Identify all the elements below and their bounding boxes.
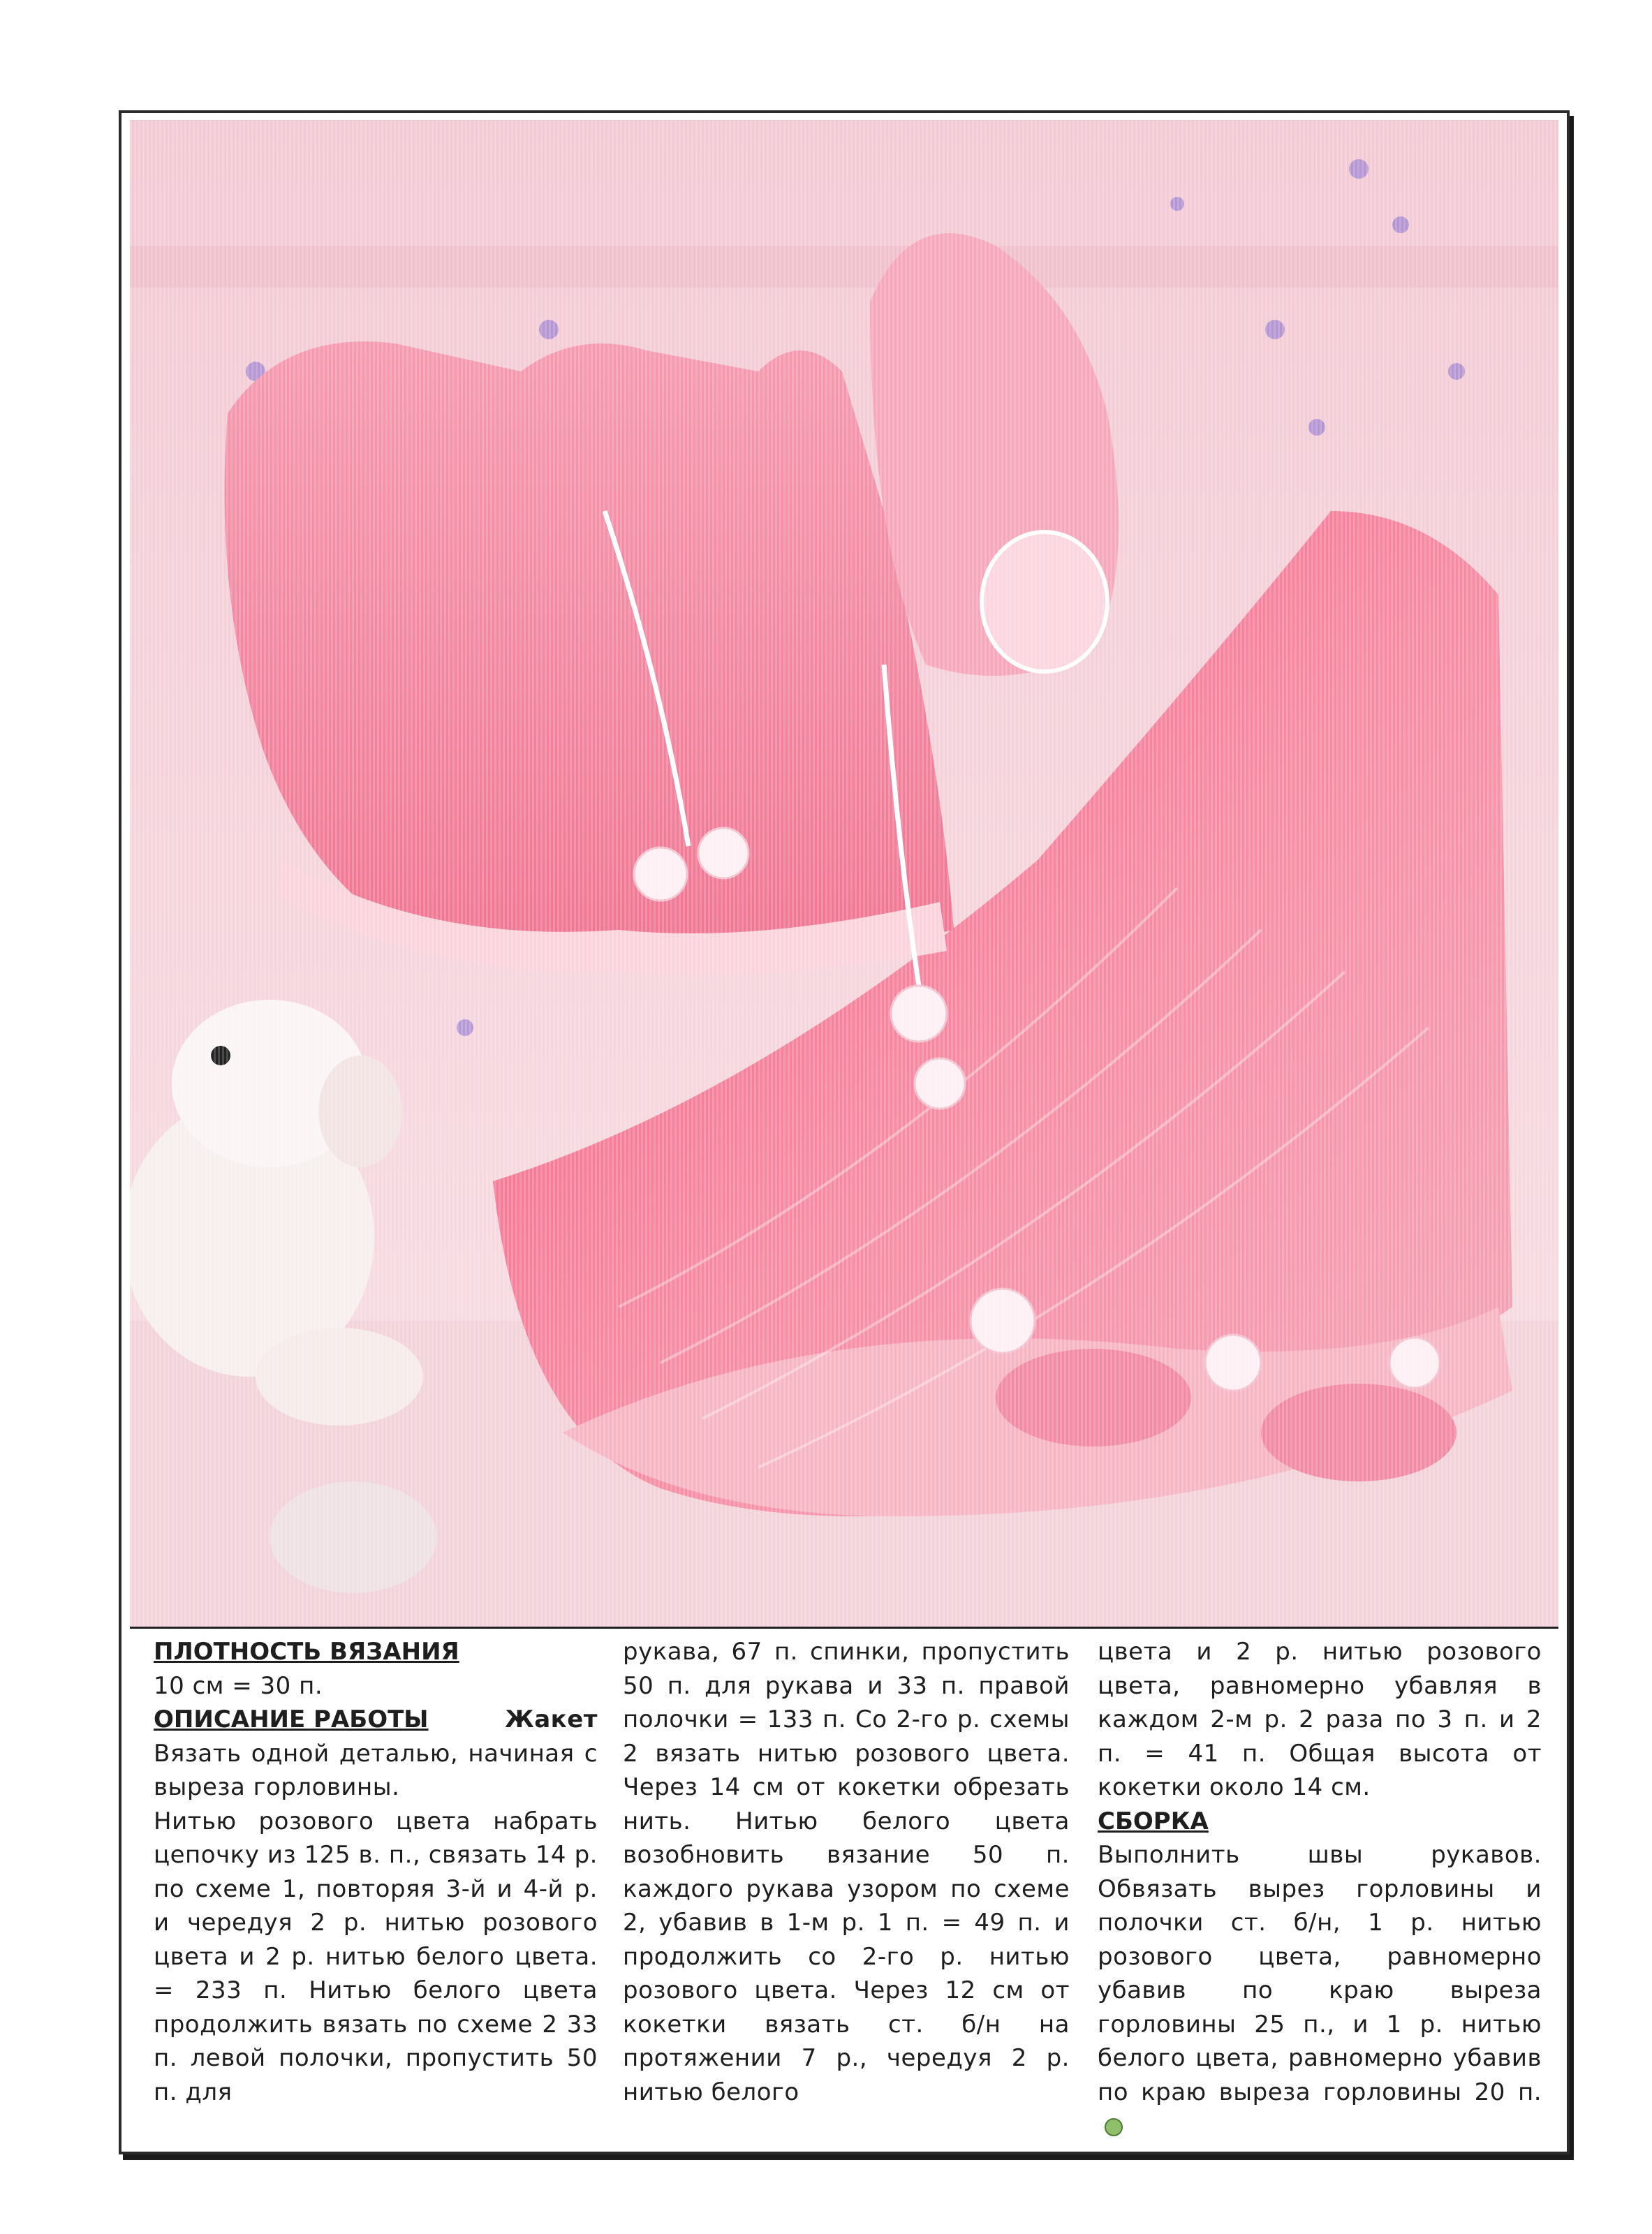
col3-paragraph-2: Выполнить швы рукавов. Обвязать вырез горловины и полочки ст. б/н, 1 р. нитью розового цвета, равномерно убавив по краю выреза горловины 25 п., и 1 р. нитью белого цвета, равномерно убавив по краю выреза горловины 20 п. xyxy=(1098,1841,1542,2106)
pattern-instructions xyxy=(121,1635,1567,2138)
work-heading: ОПИСАНИЕ РАБОТЫ xyxy=(154,1706,429,1733)
assembly-heading: СБОРКА xyxy=(1098,1807,1209,1835)
col1-paragraph-2: Нитью розового цвета набрать цепочку из 125 в. п., связать 14 р. по схеме 1, повторяя 3-й и 4-й р. и чередуя 2 р. нитью розового цвета и 2 р. нитью белого цвета. = 233 п. Нитью белого цвета продолжить вязать по схеме 2 33 п. левой полочки, пропустить 50 п. для xyxy=(154,1807,598,2106)
text-column-1 xyxy=(154,1635,598,2109)
text-column-3 xyxy=(1098,1635,1542,2143)
end-mark-icon xyxy=(1105,2118,1123,2136)
knitted-baby-set-photo xyxy=(130,120,1558,1629)
density-heading: ПЛОТНОСТЬ ВЯЗАНИЯ xyxy=(154,1638,459,1666)
col3-paragraph-1: цвета и 2 р. нитью розового цвета, равномерно убавляя в каждом 2-м р. 2 раза по 3 п. и 2 п. = 41 п. Общая высота от кокетки около 14 см. xyxy=(1098,1638,1542,1801)
magazine-page xyxy=(119,110,1570,2154)
text-column-2 xyxy=(623,1635,1070,2109)
density-value: 10 см = 30 п. xyxy=(154,1671,323,1700)
col2-paragraph-1: рукава, 67 п. спинки, пропустить 50 п. для рукава и 33 п. правой полочки = 133 п. Со 2-го р. схемы 2 вязать нитью розового цвета. Через 14 см от кокетки обрезать нить. Нитью белого цвета возобновить вязание 50 п. каждого рукава узором по схеме 2, убавив в 1-м р. 1 п. = 49 п. и продолжить со 2-го р. нитью розового цвета. Через 12 см от кокетки вязать ст. б/н на протяжении 7 р., чередуя 2 р. нитью белого xyxy=(623,1638,1070,2106)
item-name: Жакет xyxy=(505,1706,598,1733)
photo-illustration xyxy=(130,120,1558,1627)
col1-paragraph-1: Вязать одной деталью, начиная с выреза горловины. xyxy=(154,1739,598,1801)
